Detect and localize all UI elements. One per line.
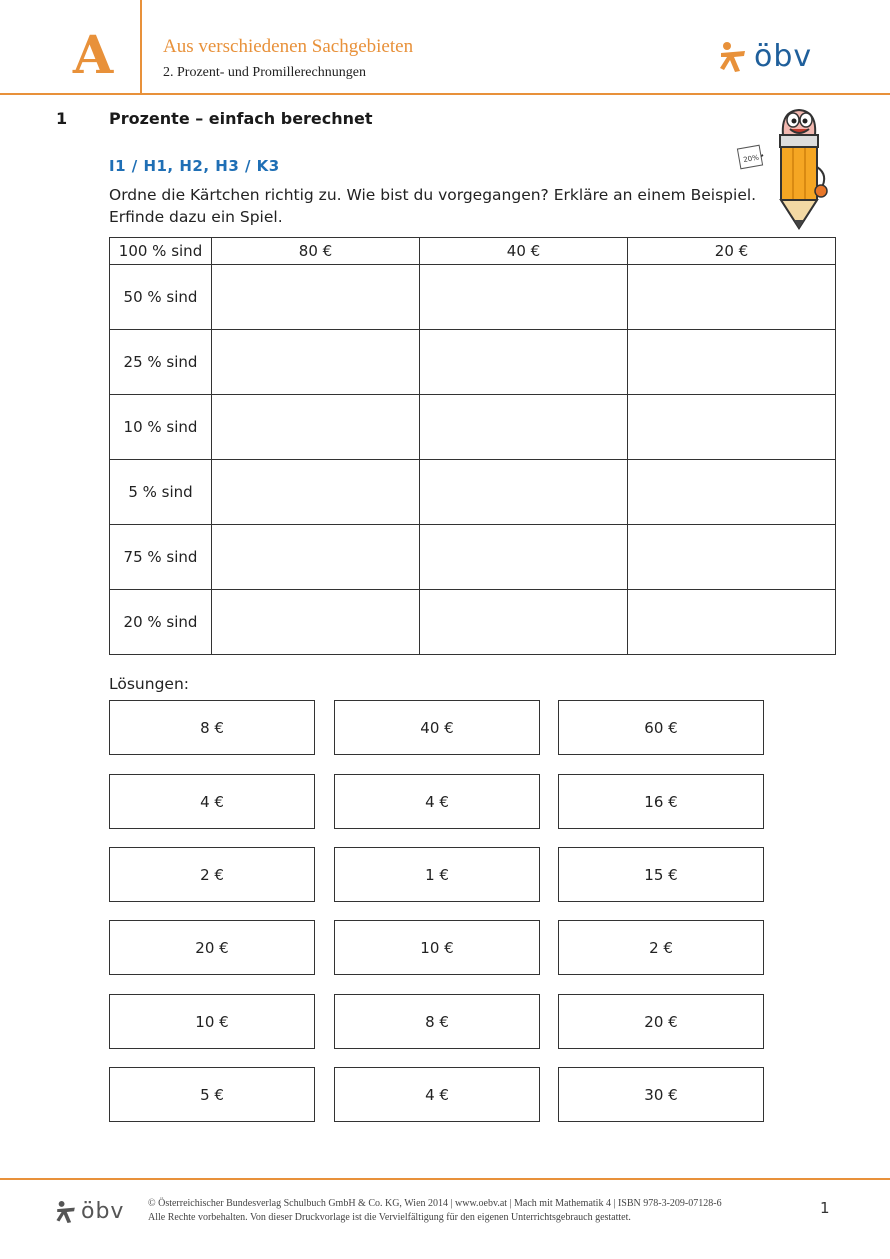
solution-card[interactable]: 20 €	[558, 994, 764, 1049]
solution-card[interactable]: 4 €	[334, 1067, 540, 1122]
answer-cell[interactable]	[628, 525, 836, 590]
chapter-title: Aus verschiedenen Sachgebieten	[163, 36, 414, 57]
answer-cell[interactable]	[628, 395, 836, 460]
footer-line-2: Alle Rechte vorbehalten. Von dieser Druckvorlage ist die Vervielfältigung für den eigenen Unterrichtsgebrauch gestattet.	[148, 1212, 631, 1223]
answer-cell[interactable]	[212, 395, 420, 460]
task-instruction	[109, 184, 756, 228]
answer-cell[interactable]	[212, 525, 420, 590]
oebv-star-icon	[718, 41, 748, 73]
table-row	[110, 330, 836, 395]
page-number: 1	[820, 1199, 830, 1217]
solution-card[interactable]: 2 €	[109, 847, 315, 902]
solution-card[interactable]: 16 €	[558, 774, 764, 829]
answer-cell[interactable]	[212, 265, 420, 330]
instruction-line-1: Ordne die Kärtchen richtig zu. Wie bist du vorgegangen? Erkläre an einem Beispiel.	[109, 186, 757, 204]
answer-cell[interactable]	[212, 330, 420, 395]
answer-cell[interactable]	[420, 460, 628, 525]
oebv-star-icon	[55, 1200, 77, 1224]
competence-codes: I1 / H1, H2, H3 / K3	[109, 157, 280, 175]
chapter-letter: A	[72, 25, 114, 86]
table-header-cell: 100 % sind	[110, 238, 212, 265]
solution-card[interactable]: 2 €	[558, 920, 764, 975]
table-header-cell: 20 €	[628, 238, 836, 265]
row-label: 10 % sind	[110, 395, 212, 460]
table-row	[110, 460, 836, 525]
solution-card[interactable]: 4 €	[334, 774, 540, 829]
mascot-sign-text: 20%	[742, 153, 760, 165]
answer-cell[interactable]	[420, 330, 628, 395]
task-title: Prozente – einfach berechnet	[109, 109, 373, 128]
solution-card[interactable]: 1 €	[334, 847, 540, 902]
solution-card[interactable]: 15 €	[558, 847, 764, 902]
footer-logo	[55, 1199, 124, 1225]
solution-card[interactable]: 8 €	[334, 994, 540, 1049]
instruction-line-2: Erfinde dazu ein Spiel.	[109, 208, 283, 226]
solution-card[interactable]: 10 €	[334, 920, 540, 975]
answer-cell[interactable]	[420, 265, 628, 330]
answer-cell[interactable]	[212, 590, 420, 655]
row-label: 20 % sind	[110, 590, 212, 655]
footer-logo-text: öbv	[81, 1199, 125, 1224]
percent-table	[109, 237, 836, 655]
table-row	[110, 525, 836, 590]
footer-divider	[0, 1178, 890, 1180]
solutions-label: Lösungen:	[109, 675, 189, 693]
pencil-mascot-illustration	[733, 105, 843, 235]
solution-card[interactable]: 20 €	[109, 920, 315, 975]
table-row	[110, 395, 836, 460]
table-header-cell: 80 €	[212, 238, 420, 265]
solution-card[interactable]: 40 €	[334, 700, 540, 755]
footer-line-1: © Österreichischer Bundesverlag Schulbuch GmbH & Co. KG, Wien 2014 | www.oebv.at | Mach mit Mathematik 4 | ISBN 978-3-209-07128-6	[148, 1198, 722, 1209]
row-label: 25 % sind	[110, 330, 212, 395]
row-label: 75 % sind	[110, 525, 212, 590]
table-row	[110, 265, 836, 330]
table-row	[110, 590, 836, 655]
solution-card[interactable]: 60 €	[558, 700, 764, 755]
answer-cell[interactable]	[628, 330, 836, 395]
publisher-logo	[718, 40, 812, 74]
chapter-subtitle: 2. Prozent- und Promillerechnungen	[163, 65, 366, 80]
solution-card[interactable]: 4 €	[109, 774, 315, 829]
solution-card[interactable]: 10 €	[109, 994, 315, 1049]
row-label: 50 % sind	[110, 265, 212, 330]
answer-cell[interactable]	[628, 590, 836, 655]
table-header-row	[110, 238, 836, 265]
solution-card[interactable]: 5 €	[109, 1067, 315, 1122]
solution-card[interactable]: 30 €	[558, 1067, 764, 1122]
row-label: 5 % sind	[110, 460, 212, 525]
answer-cell[interactable]	[420, 590, 628, 655]
answer-cell[interactable]	[628, 265, 836, 330]
task-number: 1	[56, 109, 68, 128]
header-divider-vertical	[140, 0, 142, 94]
solution-card[interactable]: 8 €	[109, 700, 315, 755]
answer-cell[interactable]	[628, 460, 836, 525]
footer-copyright	[148, 1197, 722, 1225]
answer-cell[interactable]	[420, 395, 628, 460]
table-header-cell: 40 €	[420, 238, 628, 265]
header-divider-horizontal	[0, 93, 890, 95]
answer-cell[interactable]	[420, 525, 628, 590]
publisher-logo-text: öbv	[754, 39, 813, 74]
answer-cell[interactable]	[212, 460, 420, 525]
